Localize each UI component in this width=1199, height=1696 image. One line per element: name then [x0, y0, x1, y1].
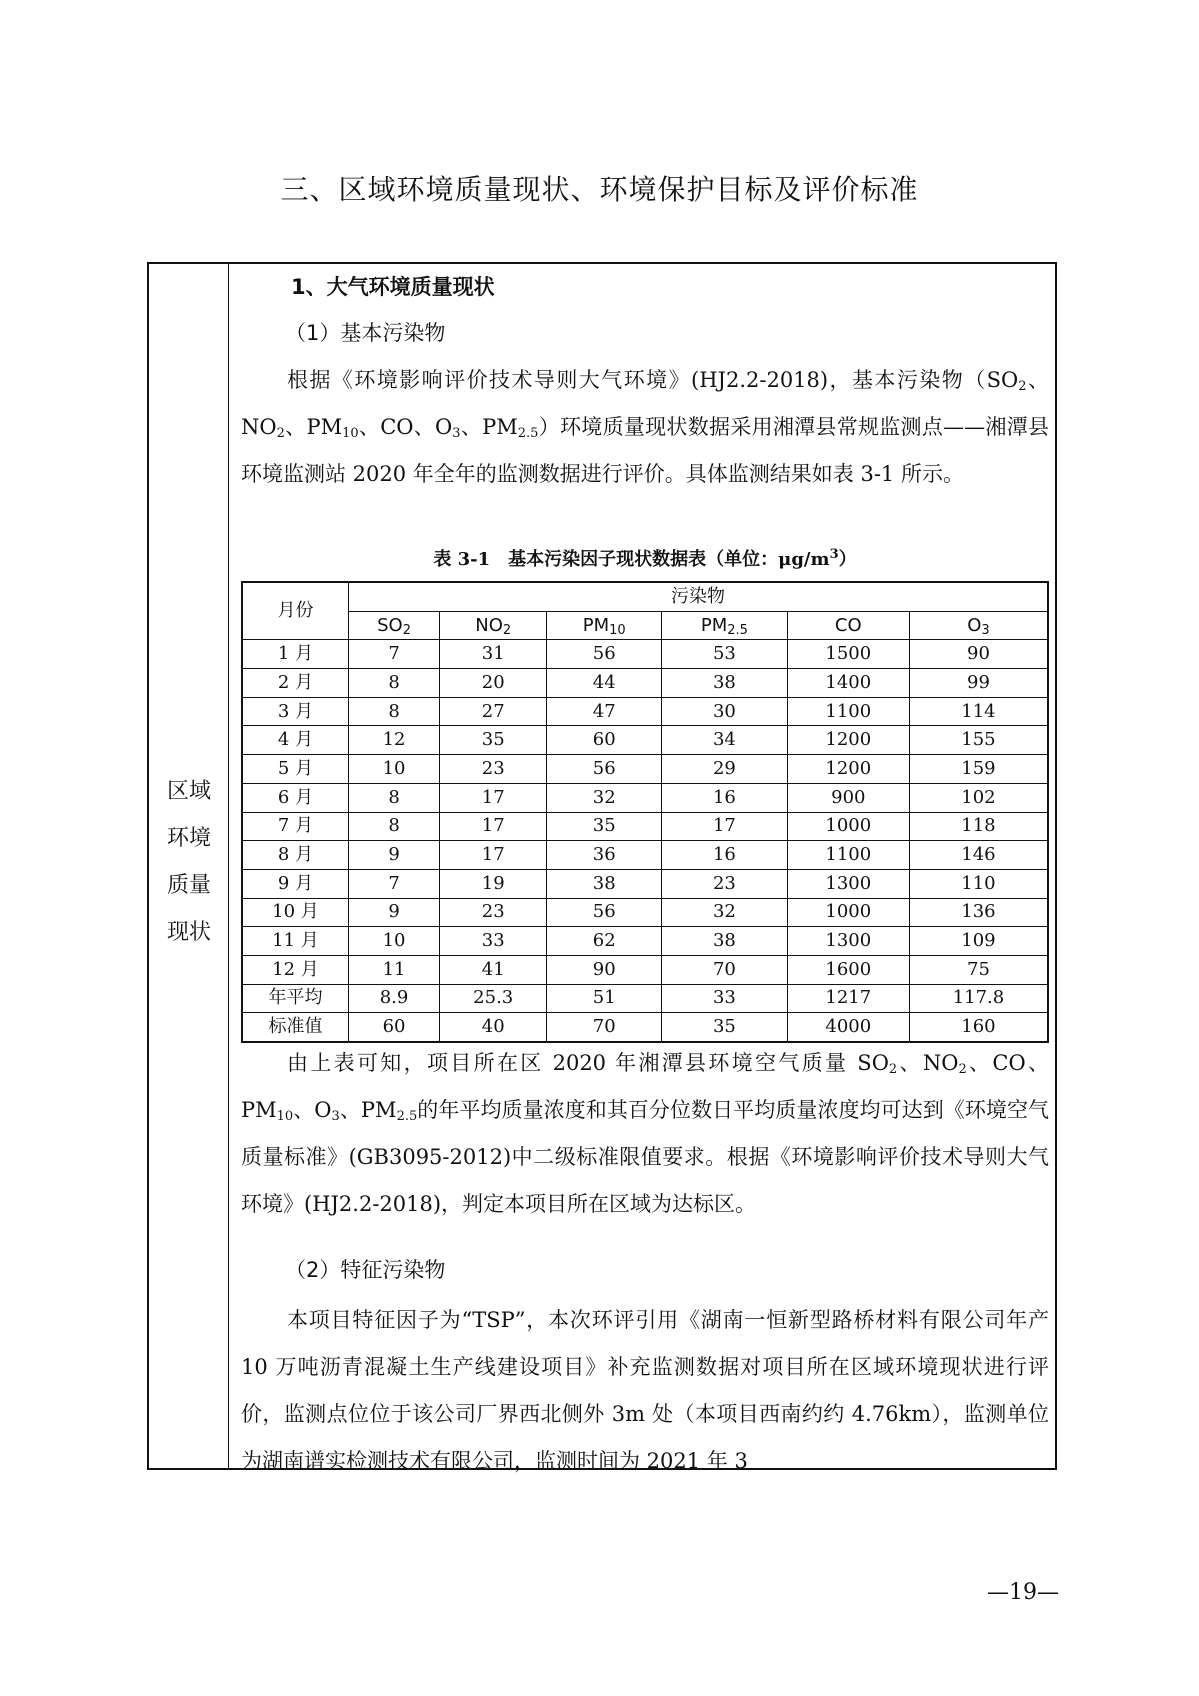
row-label-cell: 6 月 — [242, 783, 349, 812]
value-cell: 8 — [349, 812, 440, 841]
pollutant-data-table — [241, 581, 1049, 1043]
value-cell: 90 — [547, 955, 662, 984]
value-cell: 118 — [909, 812, 1048, 841]
paragraph-conclusion: 由上表可知，项目所在区 2020 年湘潭县环境空气质量 $SO_2$、$NO_2$、CO、$PM_{10}$、$O_3$、$PM_{2.5}$的年平均质量浓度和其百分位数日平均质量浓度均可达到《环境空气质量标准》(GB3095-2012)中二级标准限值要求。根据《环境影响评价技术导则大气环境》(HJ2.2-2018)，判定本项目所在区域为达标区。 — [241, 1051, 1049, 1216]
value-cell: 1000 — [787, 812, 909, 841]
section-heading: 1、大气环境质量现状 — [291, 275, 495, 299]
value-cell: 1217 — [787, 984, 909, 1013]
row-label-cell: 1 月 — [242, 640, 349, 669]
table-row — [242, 927, 1048, 956]
value-cell: 23 — [440, 755, 547, 784]
value-cell: 35 — [662, 1013, 788, 1042]
header-col: $O_3$ — [909, 611, 1048, 640]
value-cell: 70 — [547, 1013, 662, 1042]
left-label-line: 环境 — [166, 826, 211, 851]
table-row — [242, 640, 1048, 669]
value-cell: 900 — [787, 783, 909, 812]
value-cell: 47 — [547, 697, 662, 726]
row-label-cell: 年平均 — [242, 984, 349, 1013]
value-cell: 1600 — [787, 955, 909, 984]
value-cell: 36 — [547, 841, 662, 870]
content-frame — [147, 262, 1057, 1473]
paragraph-basic-pollutants: 根据《环境影响评价技术导则大气环境》(HJ2.2-2018)，基本污染物（$SO_2$、$NO_2$、$PM_{10}$、CO、$O_3$、$PM_{2.5}$）环境质量现状数据采用湘潭县常规监测点——湘潭县环境监测站 2020 年全年的监测数据进行评价。具体监测结果如表 3-1 所示。 — [241, 368, 1050, 486]
value-cell: 29 — [662, 755, 788, 784]
value-cell: 16 — [662, 841, 788, 870]
table-row — [242, 812, 1048, 841]
header-pollutants: 污染物 — [349, 582, 1049, 611]
row-label-cell: 9 月 — [242, 869, 349, 898]
value-cell: 7 — [349, 640, 440, 669]
value-cell: 1000 — [787, 898, 909, 927]
value-cell: 44 — [547, 669, 662, 698]
value-cell: 53 — [662, 640, 788, 669]
table-body — [242, 640, 1048, 1042]
value-cell: 1200 — [787, 755, 909, 784]
table-row — [242, 898, 1048, 927]
value-cell: 1500 — [787, 640, 909, 669]
value-cell: 41 — [440, 955, 547, 984]
table-row — [242, 1013, 1048, 1042]
value-cell: 109 — [909, 927, 1048, 956]
left-column — [149, 264, 229, 1468]
row-label-cell: 7 月 — [242, 812, 349, 841]
value-cell: 1300 — [787, 869, 909, 898]
subsection-heading: （1）基本污染物 — [285, 321, 446, 345]
value-cell: 8 — [349, 783, 440, 812]
value-cell: 30 — [662, 697, 788, 726]
value-cell: 33 — [440, 927, 547, 956]
value-cell: 75 — [909, 955, 1048, 984]
value-cell: 8.9 — [349, 984, 440, 1013]
value-cell: 25.3 — [440, 984, 547, 1013]
value-cell: 159 — [909, 755, 1048, 784]
value-cell: 32 — [547, 783, 662, 812]
value-cell: 90 — [909, 640, 1048, 669]
table-caption: 表 3-1 基本污染因子现状数据表（单位：$\mu g/m^3$） — [433, 547, 857, 570]
row-label-cell: 10 月 — [242, 898, 349, 927]
value-cell: 40 — [440, 1013, 547, 1042]
value-cell: 17 — [662, 812, 788, 841]
table-row — [242, 726, 1048, 755]
row-label-cell: 5 月 — [242, 755, 349, 784]
value-cell: 31 — [440, 640, 547, 669]
table-header-row — [242, 582, 1048, 611]
value-cell: 35 — [547, 812, 662, 841]
row-label-cell: 3 月 — [242, 697, 349, 726]
page-title: 三、区域环境质量现状、环境保护目标及评价标准 — [280, 173, 919, 206]
value-cell: 114 — [909, 697, 1048, 726]
value-cell: 35 — [440, 726, 547, 755]
table-row — [242, 697, 1048, 726]
value-cell: 38 — [662, 669, 788, 698]
value-cell: 56 — [547, 755, 662, 784]
value-cell: 1400 — [787, 669, 909, 698]
value-cell: 12 — [349, 726, 440, 755]
value-cell: 155 — [909, 726, 1048, 755]
value-cell: 110 — [909, 869, 1048, 898]
row-label-cell: 2 月 — [242, 669, 349, 698]
row-label-cell: 11 月 — [242, 927, 349, 956]
value-cell: 23 — [440, 898, 547, 927]
value-cell: 102 — [909, 783, 1048, 812]
value-cell: 17 — [440, 841, 547, 870]
table-row — [242, 869, 1048, 898]
value-cell: 11 — [349, 955, 440, 984]
value-cell: 4000 — [787, 1013, 909, 1042]
value-cell: 56 — [547, 898, 662, 927]
value-cell: 7 — [349, 869, 440, 898]
paragraph-characteristic-pollutants: 本项目特征因子为“TSP”，本次环评引用《湖南一恒新型路桥材料有限公司年产 10 万吨沥青混凝土生产线建设项目》补充监测数据对项目所在区域环境现状进行评价，监测点位位于该公司厂界西北侧外 3m 处（本项目西南约约 4.76km），监测单位为湖南谱实检测技术有限公司，监测时间为 2021 年 3 — [241, 1308, 1049, 1473]
value-cell: 10 — [349, 927, 440, 956]
header-col: $PM_{10}$ — [547, 611, 662, 640]
header-col: $NO_2$ — [440, 611, 547, 640]
value-cell: 1100 — [787, 841, 909, 870]
table-row — [242, 984, 1048, 1013]
value-cell: 136 — [909, 898, 1048, 927]
value-cell: 1200 — [787, 726, 909, 755]
value-cell: 56 — [547, 640, 662, 669]
subsection-heading: （2）特征污染物 — [285, 1258, 446, 1282]
value-cell: 38 — [662, 927, 788, 956]
value-cell: 1100 — [787, 697, 909, 726]
value-cell: 8 — [349, 697, 440, 726]
value-cell: 16 — [662, 783, 788, 812]
value-cell: 8 — [349, 669, 440, 698]
value-cell: 10 — [349, 755, 440, 784]
value-cell: 160 — [909, 1013, 1048, 1042]
left-label-line: 区域 — [166, 779, 211, 804]
table-subheader-row — [242, 611, 1048, 640]
header-col: $PM_{2.5}$ — [662, 611, 788, 640]
value-cell: 32 — [662, 898, 788, 927]
value-cell: 60 — [547, 726, 662, 755]
value-cell: 117.8 — [909, 984, 1048, 1013]
value-cell: 38 — [547, 869, 662, 898]
header-month: 月份 — [242, 582, 349, 640]
table-row — [242, 955, 1048, 984]
table-row — [242, 669, 1048, 698]
header-col: $SO_2$ — [349, 611, 440, 640]
value-cell: 70 — [662, 955, 788, 984]
left-label-line: 质量 — [166, 873, 211, 898]
value-cell: 9 — [349, 841, 440, 870]
value-cell: 33 — [662, 984, 788, 1013]
value-cell: 60 — [349, 1013, 440, 1042]
value-cell: 51 — [547, 984, 662, 1013]
value-cell: 9 — [349, 898, 440, 927]
value-cell: 23 — [662, 869, 788, 898]
row-label-cell: 标准值 — [242, 1013, 349, 1042]
value-cell: 1300 — [787, 927, 909, 956]
value-cell: 27 — [440, 697, 547, 726]
header-col: CO — [787, 611, 909, 640]
value-cell: 19 — [440, 869, 547, 898]
row-label-cell: 12 月 — [242, 955, 349, 984]
page-number: —19— — [987, 1580, 1059, 1605]
value-cell: 34 — [662, 726, 788, 755]
value-cell: 99 — [909, 669, 1048, 698]
value-cell: 62 — [547, 927, 662, 956]
row-label-cell: 8 月 — [242, 841, 349, 870]
value-cell: 20 — [440, 669, 547, 698]
table-row — [242, 841, 1048, 870]
table-row — [242, 755, 1048, 784]
value-cell: 17 — [440, 783, 547, 812]
table-row — [242, 783, 1048, 812]
left-label-line: 现状 — [166, 920, 211, 945]
value-cell: 146 — [909, 841, 1048, 870]
value-cell: 17 — [440, 812, 547, 841]
left-column-label — [149, 768, 229, 956]
row-label-cell: 4 月 — [242, 726, 349, 755]
